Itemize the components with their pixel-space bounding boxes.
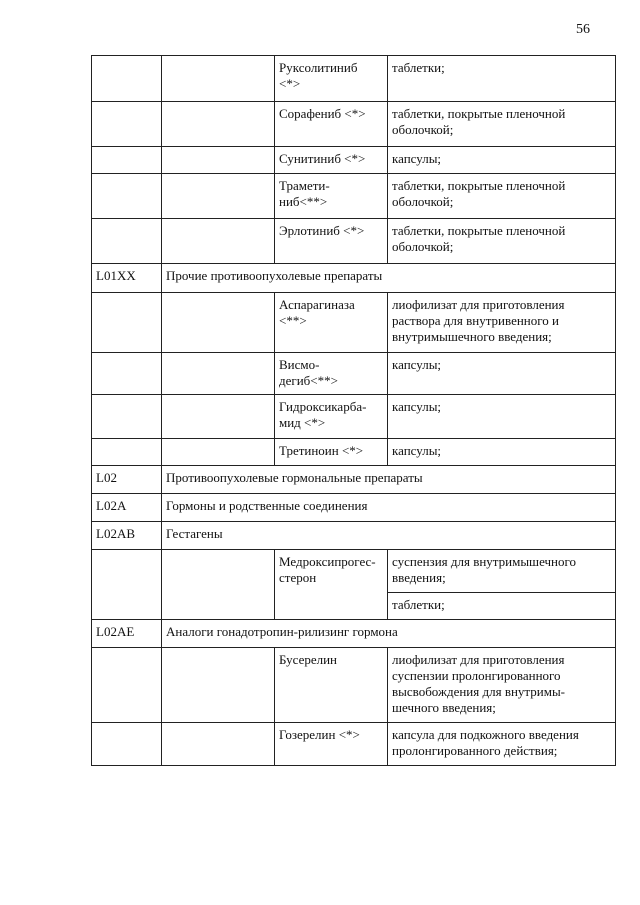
drug-row bbox=[92, 102, 616, 147]
drug-row bbox=[92, 723, 616, 766]
drug-name-cell: Эрлотиниб <*> bbox=[275, 219, 388, 264]
drug-name-cell: Висмо- дегиб<**> bbox=[275, 353, 388, 395]
dosage-form-cell: суспензия для внутримышечного введения; bbox=[388, 550, 616, 593]
drug-row bbox=[92, 293, 616, 353]
atc-code-cell: L02AB bbox=[92, 522, 162, 550]
drug-row bbox=[92, 550, 616, 593]
dosage-form-cell: таблетки; bbox=[388, 56, 616, 102]
atc-code-cell: L02 bbox=[92, 466, 162, 494]
drug-name-cell: Аспарагиназа <**> bbox=[275, 293, 388, 353]
dosage-form-cell: капсула для подкожного введения пролонгированного действия; bbox=[388, 723, 616, 766]
group-title-cell: Гормоны и родственные соединения bbox=[162, 494, 616, 522]
group-cell bbox=[162, 353, 275, 395]
group-cell bbox=[162, 219, 275, 264]
group-cell bbox=[162, 293, 275, 353]
drug-name-cell: Медроксипрогес- стерон bbox=[275, 550, 388, 620]
drug-row bbox=[92, 219, 616, 264]
drug-name-cell: Сунитиниб <*> bbox=[275, 147, 388, 174]
drug-name-cell: Гидроксикарба- мид <*> bbox=[275, 395, 388, 439]
group-header-row bbox=[92, 522, 616, 550]
drug-name-cell: Трамети- ниб<**> bbox=[275, 174, 388, 219]
dosage-form-cell: таблетки, покрытые пленочной оболочкой; bbox=[388, 219, 616, 264]
group-cell bbox=[162, 648, 275, 723]
drug-name-cell: Гозерелин <*> bbox=[275, 723, 388, 766]
page-number: 56 bbox=[576, 22, 590, 37]
group-cell bbox=[162, 439, 275, 466]
group-header-row bbox=[92, 264, 616, 293]
atc-code-cell bbox=[92, 395, 162, 439]
group-title-cell: Прочие противоопухолевые препараты bbox=[162, 264, 616, 293]
drug-row bbox=[92, 147, 616, 174]
drug-name-cell: Сорафениб <*> bbox=[275, 102, 388, 147]
group-title-cell: Гестагены bbox=[162, 522, 616, 550]
atc-code-cell: L01XX bbox=[92, 264, 162, 293]
group-cell bbox=[162, 174, 275, 219]
atc-code-cell bbox=[92, 219, 162, 264]
group-header-row bbox=[92, 620, 616, 648]
atc-code-cell bbox=[92, 174, 162, 219]
group-header-row bbox=[92, 494, 616, 522]
group-header-row bbox=[92, 466, 616, 494]
drug-row bbox=[92, 56, 616, 102]
atc-code-cell: L02A bbox=[92, 494, 162, 522]
drug-row bbox=[92, 439, 616, 466]
atc-code-cell bbox=[92, 648, 162, 723]
dosage-form-cell: капсулы; bbox=[388, 147, 616, 174]
group-cell bbox=[162, 550, 275, 620]
dosage-form-cell: капсулы; bbox=[388, 395, 616, 439]
dosage-form-cell: таблетки, покрытые пленочной оболочкой; bbox=[388, 102, 616, 147]
group-cell bbox=[162, 102, 275, 147]
group-cell bbox=[162, 56, 275, 102]
drug-row bbox=[92, 648, 616, 723]
atc-code-cell bbox=[92, 550, 162, 620]
group-cell bbox=[162, 147, 275, 174]
atc-code-cell bbox=[92, 723, 162, 766]
atc-code-cell bbox=[92, 293, 162, 353]
dosage-form-cell: таблетки, покрытые пленочной оболочкой; bbox=[388, 174, 616, 219]
atc-code-cell: L02AE bbox=[92, 620, 162, 648]
group-cell bbox=[162, 395, 275, 439]
atc-code-cell bbox=[92, 56, 162, 102]
drug-name-cell: Руксолитиниб <*> bbox=[275, 56, 388, 102]
drug-row bbox=[92, 174, 616, 219]
atc-code-cell bbox=[92, 439, 162, 466]
atc-code-cell bbox=[92, 102, 162, 147]
drug-row bbox=[92, 353, 616, 395]
drug-name-cell: Бусерелин bbox=[275, 648, 388, 723]
dosage-form-cell: лиофилизат для приготовления суспензии пролонгированного высвобождения для внутримы- шечного введения; bbox=[388, 648, 616, 723]
group-title-cell: Противоопухолевые гормональные препараты bbox=[162, 466, 616, 494]
drug-table bbox=[91, 55, 616, 766]
atc-code-cell bbox=[92, 353, 162, 395]
dosage-form-cell: капсулы; bbox=[388, 353, 616, 395]
group-title-cell: Аналоги гонадотропин-рилизинг гормона bbox=[162, 620, 616, 648]
drug-row bbox=[92, 395, 616, 439]
drug-name-cell: Третиноин <*> bbox=[275, 439, 388, 466]
group-cell bbox=[162, 723, 275, 766]
dosage-form-cell: лиофилизат для приготовления раствора для внутривенного и внутримышечного введения; bbox=[388, 293, 616, 353]
dosage-form-cell: капсулы; bbox=[388, 439, 616, 466]
dosage-form-cell: таблетки; bbox=[388, 593, 616, 620]
atc-code-cell bbox=[92, 147, 162, 174]
